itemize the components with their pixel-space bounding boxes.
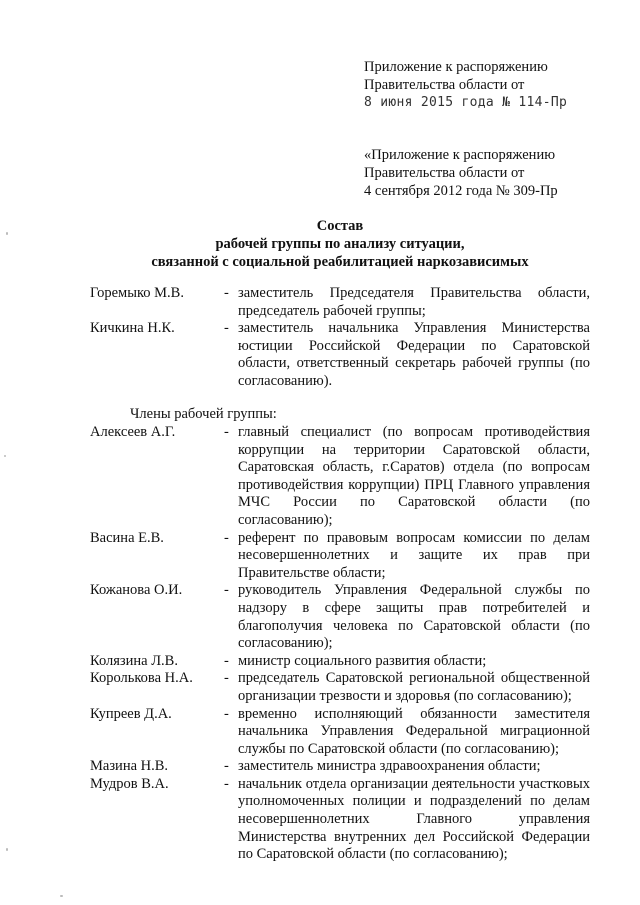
title-line1: Состав xyxy=(316,218,364,234)
dash-separator: - xyxy=(224,775,229,792)
leaders-list xyxy=(90,285,590,391)
appendix-previous-line3: 4 сентября 2012 года № 309-Пр xyxy=(364,183,558,199)
title-line3: связанной с социальной реабилитацией наркозависимых xyxy=(151,254,529,270)
members-list xyxy=(90,424,590,864)
member-position: заместитель Председателя Правительства области, председатель рабочей группы; xyxy=(238,285,590,319)
appendix-current-date-stamp: 8 июня 2015 года № 114-Пр xyxy=(364,95,568,110)
member-position: временно исполняющий обязанности заместителя начальника Управления Федеральной миграционной службы по Саратовской области (по согласованию); xyxy=(238,705,590,757)
list-item xyxy=(90,582,590,652)
scan-mark xyxy=(6,232,8,235)
appendix-current-line2: Правительства области от xyxy=(364,77,525,93)
member-name: Купреев Д.А. xyxy=(90,705,172,722)
document-title xyxy=(90,217,590,271)
member-name: Горемыко М.В. xyxy=(90,285,184,301)
member-position: заместитель начальника Управления Министерства юстиции Российской Федерации по Саратовской области, ответственный секретарь рабочей группы (по согласованию). xyxy=(238,320,590,389)
list-item xyxy=(90,424,590,530)
title-line2: рабочей группы по анализу ситуации, xyxy=(215,236,465,252)
member-name: Алексеев А.Г. xyxy=(90,424,176,440)
member-position: министр социального развития области; xyxy=(238,652,487,669)
members-header: Члены рабочей группы: xyxy=(130,406,277,422)
dash-separator: - xyxy=(224,529,229,546)
member-name: Кожанова О.И. xyxy=(90,582,183,599)
dash-separator: - xyxy=(224,705,229,722)
scan-mark xyxy=(60,895,63,897)
list-item xyxy=(90,706,590,759)
member-name: Мудров В.А. xyxy=(90,775,169,792)
dash-separator: - xyxy=(224,758,229,775)
appendix-previous-header xyxy=(364,146,558,200)
scan-mark xyxy=(6,848,8,851)
scan-mark xyxy=(4,455,6,457)
member-name: Мазина Н.В. xyxy=(90,758,169,775)
dash-separator: - xyxy=(224,670,229,687)
member-position: заместитель министра здравоохранения области; xyxy=(238,758,541,775)
appendix-previous-line1: «Приложение к распоряжению xyxy=(364,147,556,163)
dash-separator: - xyxy=(224,652,229,669)
member-position: начальник отдела организации деятельности участковых уполномоченных полиции и подразделений по делам несовершеннолетних Главного управления Министерства внутренних дел Российской Федерации по Саратовской области (по согласованию); xyxy=(238,775,590,863)
member-name: Колязина Л.В. xyxy=(90,652,178,669)
appendix-current-line1: Приложение к распоряжению xyxy=(364,59,548,75)
list-item xyxy=(90,758,590,776)
list-item xyxy=(90,530,590,583)
list-item xyxy=(90,320,590,390)
member-position: председатель Саратовской региональной общественной организации трезвости и здоровья (по согласованию); xyxy=(238,670,590,704)
appendix-previous-line2: Правительства области от xyxy=(364,165,525,181)
list-item xyxy=(90,670,590,705)
dash-separator: - xyxy=(224,320,229,337)
list-item xyxy=(90,285,590,320)
dash-separator: - xyxy=(224,582,229,599)
list-item xyxy=(90,776,590,864)
dash-separator: - xyxy=(224,285,229,301)
member-name: Кичкина Н.К. xyxy=(90,320,175,337)
appendix-current-header xyxy=(364,58,567,112)
member-name: Васина Е.В. xyxy=(90,529,164,546)
member-name: Королькова Н.А. xyxy=(90,670,193,687)
member-position: руководитель Управления Федеральной службы по надзору в сфере защиты прав потребителей и благополучия человека по Саратовской области (по согласованию); xyxy=(238,582,590,652)
list-item xyxy=(90,653,590,671)
dash-separator: - xyxy=(224,424,229,440)
member-position: главный специалист (по вопросам противодействия коррупции на территории Саратовской области, Саратовская область, г.Саратов) отдела (по вопросам противодействия коррупции) ПРЦ Главного управления МЧС России по Саратовской области (по согласованию); xyxy=(238,424,590,528)
member-position: референт по правовым вопросам комиссии по делам несовершеннолетних и защите их прав при Правительстве области; xyxy=(238,529,590,581)
